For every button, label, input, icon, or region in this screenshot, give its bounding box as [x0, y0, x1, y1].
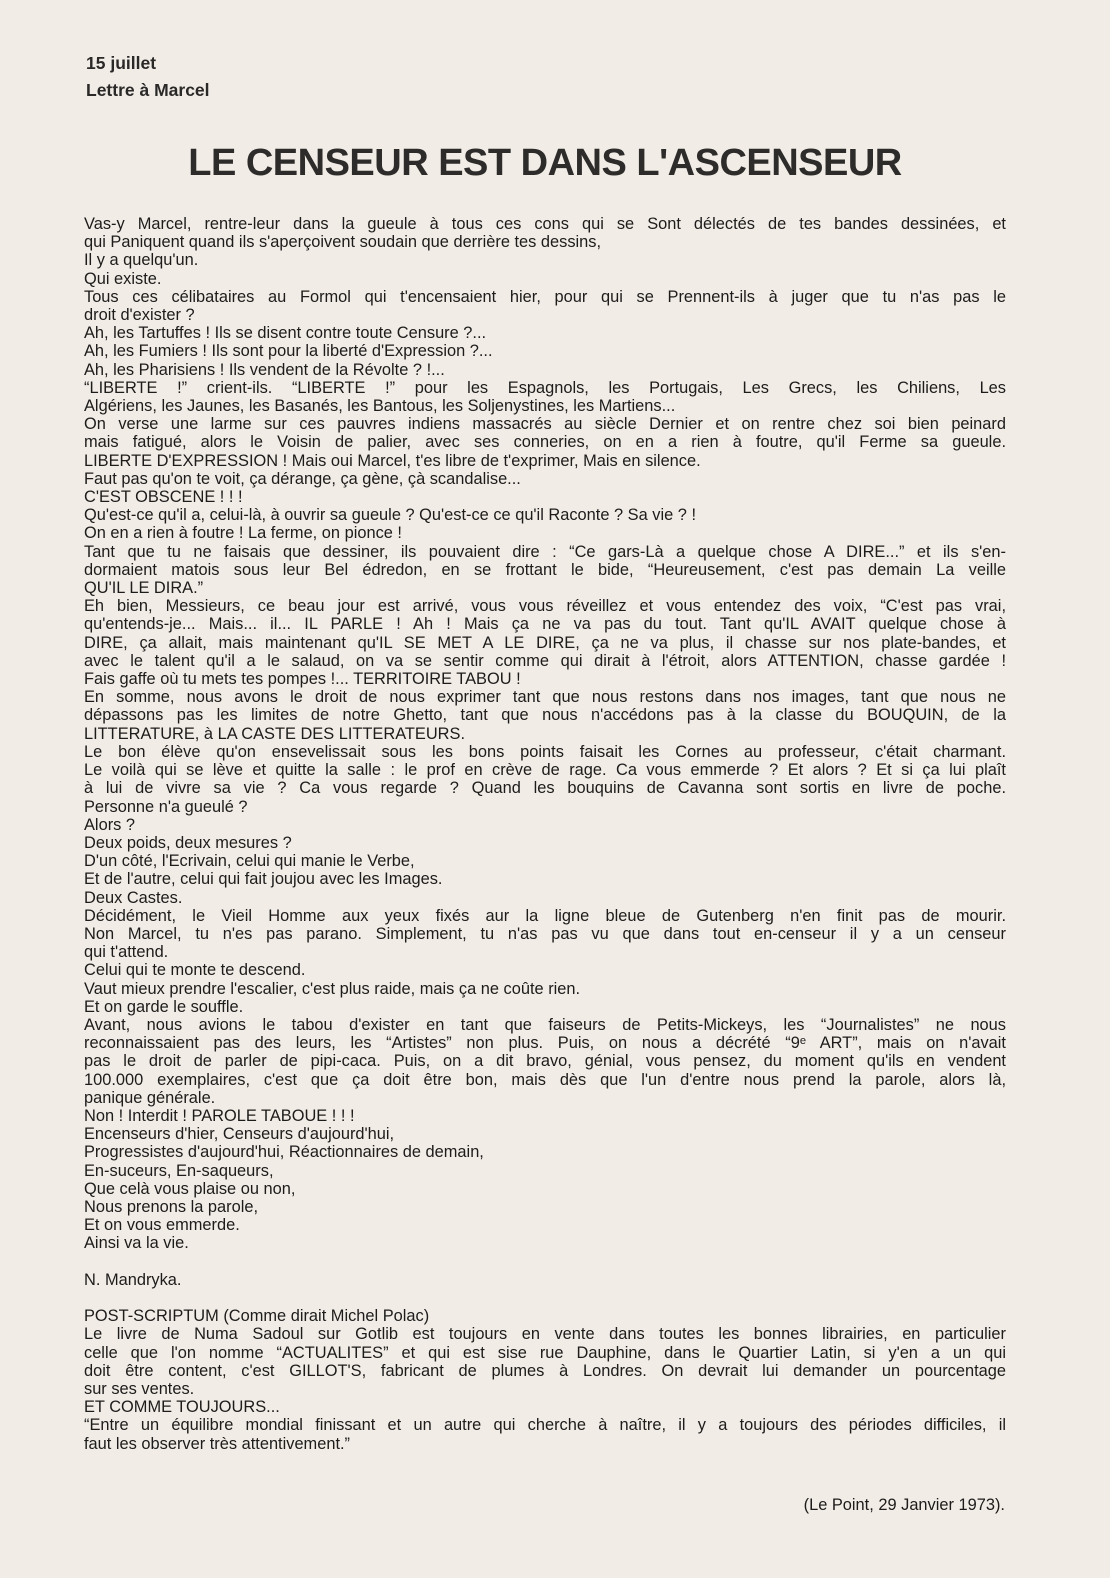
- text-line: faut les observer très attentivement.”: [84, 1434, 351, 1453]
- text-line: DIRE, ça allait, mais maintenant qu'IL SE MET A LE DIRE, ça ne va plus, il chasse sur nos plate-bandes, et: [84, 633, 1006, 652]
- page-title: LE CENSEUR EST DANS L'ASCENSEUR: [188, 142, 902, 184]
- text-line: En somme, nous avons le droit de nous exprimer tant que nous restons dans nos images, tant que nous ne: [84, 688, 1006, 707]
- text-line: Tant que tu ne faisais que dessiner, ils pouvaient dire : “Ce gars-Là a quelque chose A DIRE...” et ils s'en-: [84, 542, 1006, 561]
- text-line: Ah, les Pharisiens ! Ils vendent de la Révolte ? !...: [84, 360, 445, 379]
- text-line: POST-SCRIPTUM (Comme dirait Michel Polac): [84, 1307, 430, 1326]
- text-line: pas le droit de parler de pipi-caca. Puis, on a dit bravo, génial, vous pensez, du moment qu'ils en vendent: [84, 1052, 1006, 1071]
- text-line: Non Marcel, tu n'es pas parano. Simplement, tu n'as pas vu que dans tout en-censeur il y a un censeur: [84, 924, 1006, 943]
- letter-date: 15 juillet: [86, 53, 157, 73]
- text-line: à lui de vivre sa vie ? Ca vous regarde ? Quand les bouquins de Cavanna sont sortis en livre de poche.: [84, 779, 1006, 798]
- text-line: Le livre de Numa Sadoul sur Gotlib est toujours en vente dans toutes les bonnes librairies, en particulier: [84, 1325, 1006, 1344]
- text-line: “LIBERTE !” crient-ils. “LIBERTE !” pour les Espagnols, les Portugais, Les Grecs, les Chiliens, Les: [84, 378, 1006, 397]
- text-line: celle que l'on nomme “ACTUALITES” et qui est sise rue Dauphine, dans le Quartier Latin, si y'en a un qui: [84, 1343, 1006, 1362]
- text-line: Décidément, le Vieil Homme aux yeux fixés aur la ligne bleue de Gutenberg n'en finit pas de mourir.: [84, 906, 1006, 925]
- text-line: sur ses ventes.: [84, 1379, 195, 1398]
- blank-line: [84, 1253, 1006, 1271]
- text-line: LITTERATURE, à LA CASTE DES LITTERATEURS.: [84, 724, 466, 743]
- text-line: qui t'attend.: [84, 943, 169, 962]
- text-line: panique générale.: [84, 1088, 216, 1107]
- text-line: Alors ?: [84, 815, 136, 834]
- text-line: Qu'est-ce qu'il a, celui-là, à ouvrir sa gueule ? Qu'est-ce ce qu'il Raconte ? Sa vie ? !: [84, 506, 696, 525]
- text-line: Personne n'a gueulé ?: [84, 797, 248, 816]
- text-line: Il y a quelqu'un.: [84, 251, 199, 270]
- text-line: doit être content, c'est GILLOT'S, fabricant de plumes à Londres. On devrait lui demander un pourcentage: [84, 1361, 1006, 1380]
- letter-header: [86, 50, 210, 104]
- text-line: Qui existe.: [84, 269, 162, 288]
- text-line: Celui qui te monte te descend.: [84, 961, 306, 980]
- text-line: C'EST OBSCENE ! ! !: [84, 488, 243, 507]
- blank-line: [84, 1289, 1006, 1307]
- text-line: Ah, les Fumiers ! Ils sont pour la liberté d'Expression ?...: [84, 342, 493, 361]
- text-line: N. Mandryka.: [84, 1270, 182, 1289]
- text-line: dépassons pas les limites de notre Ghetto, tant que nous n'accédons pas à la classe du BOUQUIN, de la: [84, 706, 1006, 725]
- text-line: En-suceurs, En-saqueurs,: [84, 1161, 274, 1180]
- text-line: Eh bien, Messieurs, ce beau jour est arrivé, vous vous réveillez et vous entendez des voix, “C'est pas vrai,: [84, 597, 1006, 616]
- text-line: Le bon élève qu'on ensevelissait sous les bons points faisait les Cornes au professeur, c'était charmant.: [84, 742, 1006, 761]
- text-line: Fais gaffe où tu mets tes pompes !... TERRITOIRE TABOU !: [84, 670, 521, 689]
- text-line: Vaut mieux prendre l'escalier, c'est plus raide, mais ça ne coûte rien.: [84, 979, 581, 998]
- text-line: reconnaissaient pas des leurs, les “Artistes” non plus. Puis, on nous a décrété “9ᵉ ART”, mais on n'avait: [84, 1034, 1006, 1053]
- text-line: Vas-y Marcel, rentre-leur dans la gueule à tous ces cons qui se Sont délectés de tes bandes dessinées, et: [84, 215, 1006, 233]
- text-line: Ainsi va la vie.: [84, 1234, 189, 1253]
- text-line: Deux Castes.: [84, 888, 183, 907]
- text-line: D'un côté, l'Ecrivain, celui qui manie le Verbe,: [84, 852, 415, 871]
- text-line: On en a rien à foutre ! La ferme, on pionce !: [84, 524, 402, 543]
- text-line: dormaient matois sous leur Bel édredon, en se frottant le bide, “Heureusement, c'est pas demain La veille: [84, 560, 1006, 579]
- text-line: mais fatigué, alors le Voisin de palier, avec ses conneries, on en a rien à foutre, qu'il Ferme sa gueule.: [84, 433, 1006, 452]
- letter-body: [84, 215, 1006, 1453]
- text-line: avec le talent qu'il a le salaud, on va se sentir comme qui dirait à l'étroit, alors ATTENTION, chasse gardée !: [84, 651, 1006, 670]
- letter-subject: Lettre à Marcel: [86, 80, 210, 100]
- text-line: qu'entends-je... Mais... il... IL PARLE ! Ah ! Mais ça ne va pas du tout. Tant qu'IL AVAIT quelque chose à: [84, 615, 1006, 634]
- text-line: Et de l'autre, celui qui fait joujou avec les Images.: [84, 870, 443, 889]
- text-line: Avant, nous avions le tabou d'exister en tant que faiseurs de Petits-Mickeys, les “Journalistes” ne nous: [84, 1015, 1006, 1034]
- text-line: Et on vous emmerde.: [84, 1216, 240, 1235]
- text-line: Nous prenons la parole,: [84, 1197, 259, 1216]
- text-line: On verse une larme sur ces pauvres indiens massacrés au siècle Dernier et on rentre chez soi bien peinard: [84, 415, 1006, 434]
- text-line: Tous ces célibataires au Formol qui t'encensaient hier, pour qui se Prennent-ils à juger que tu n'as pas le: [84, 287, 1006, 306]
- text-line: Et on garde le souffle.: [84, 997, 244, 1016]
- text-line: 100.000 exemplaires, c'est que ça doit être bon, mais dès que l'un d'entre nous prend la parole, alors là,: [84, 1070, 1006, 1089]
- text-line: Deux poids, deux mesures ?: [84, 833, 292, 852]
- text-line: LIBERTE D'EXPRESSION ! Mais oui Marcel, t'es libre de t'exprimer, Mais en silence.: [84, 451, 701, 470]
- text-line: Le voilà qui se lève et quitte la salle : le prof en crève de rage. Ca vous emmerde ? Et alors ? Et si ça lui plaît: [84, 761, 1006, 780]
- text-line: QU'IL LE DIRA.”: [84, 579, 204, 598]
- text-line: Algériens, les Jaunes, les Basanés, les Bantous, les Soljenystines, les Martiens...: [84, 397, 676, 416]
- citation: (Le Point, 29 Janvier 1973).: [803, 1496, 1005, 1514]
- text-line: droit d'exister ?: [84, 306, 195, 325]
- text-line: Que celà vous plaise ou non,: [84, 1179, 296, 1198]
- text-line: Ah, les Tartuffes ! Ils se disent contre toute Censure ?...: [84, 324, 487, 343]
- text-line: Non ! Interdit ! PAROLE TABOUE ! ! !: [84, 1106, 355, 1125]
- text-line: “Entre un équilibre mondial finissant et un autre qui cherche à naître, il y a toujours des périodes difficiles, il: [84, 1416, 1006, 1435]
- text-line: Encenseurs d'hier, Censeurs d'aujourd'hui,: [84, 1125, 395, 1144]
- text-line: ET COMME TOUJOURS...: [84, 1398, 280, 1417]
- text-line: Faut pas qu'on te voit, ça dérange, ça gène, çà scandalise...: [84, 469, 521, 488]
- text-line: qui Paniquent quand ils s'aperçoivent soudain que derrière tes dessins,: [84, 233, 602, 252]
- text-line: Progressistes d'aujourd'hui, Réactionnaires de demain,: [84, 1143, 484, 1162]
